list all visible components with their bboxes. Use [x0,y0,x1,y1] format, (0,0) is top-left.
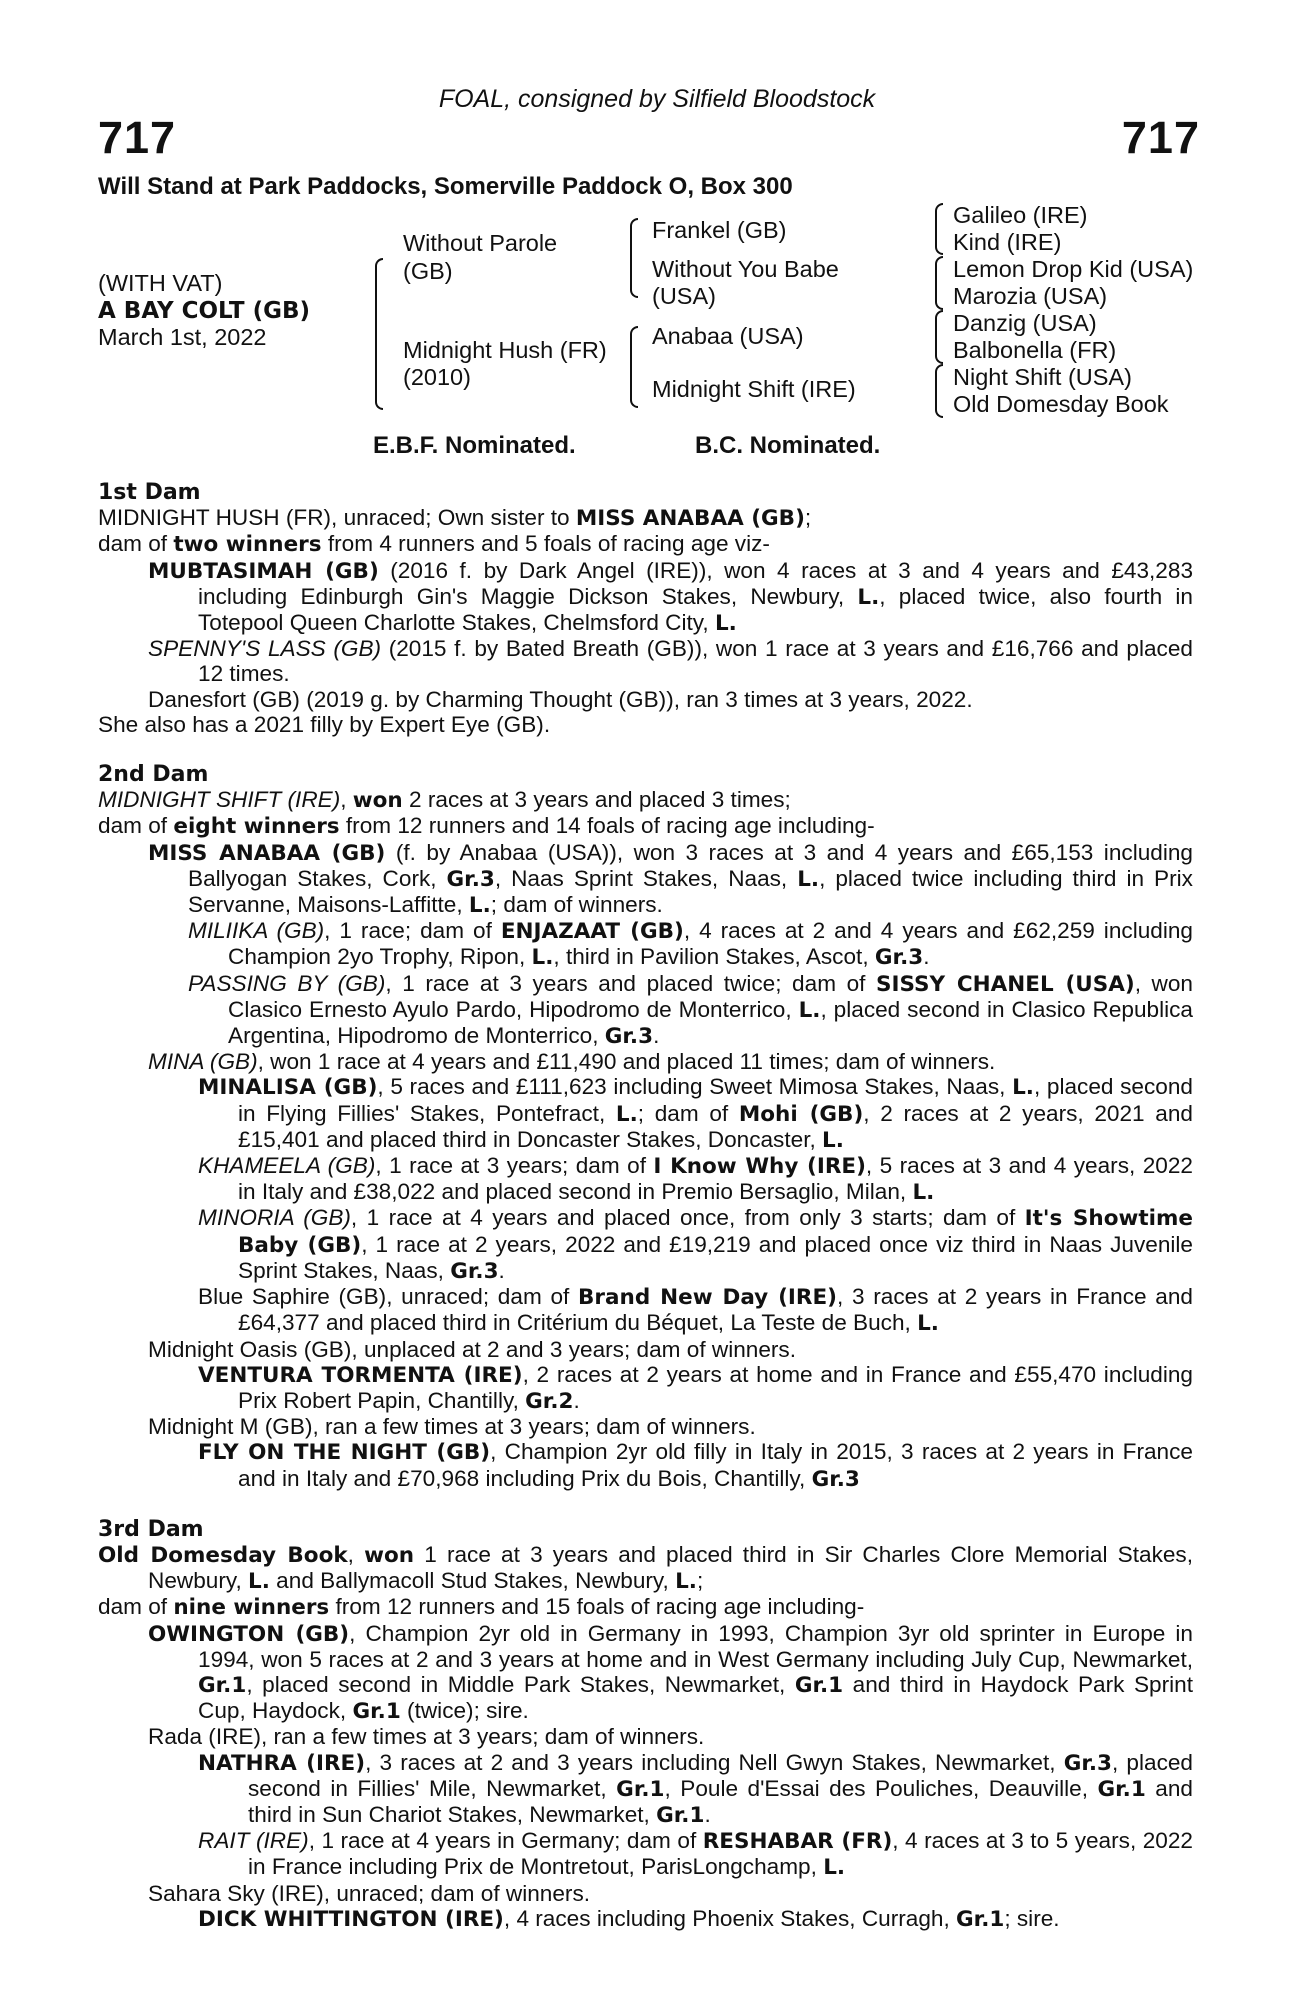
sire-sire: Frankel (GB) [652,217,787,243]
pedigree-brace-2b [630,326,638,408]
foaling-date: March 1st, 2022 [98,324,267,350]
first-dam-produce-summary: dam of two winners from 4 runners and 5 foals of racing age viz- [98,531,770,558]
produce-ventura-tormenta: VENTURA TORMENTA (IRE), 2 races at 2 years at home and in France and £55,470 including Prix Robert Papin, Chantilly, Gr.2. [198,1361,1193,1414]
second-dam-heading: 2nd Dam [98,762,209,788]
ggs-8: Old Domesday Book [953,391,1169,417]
ggs-3: Lemon Drop Kid (USA) [953,256,1194,282]
produce-sahara-sky: Sahara Sky (IRE), unraced; dam of winners. [148,1880,591,1906]
dam-sire: Anabaa (USA) [652,323,804,349]
produce-nathra: NATHRA (IRE), 3 races at 2 and 3 years including Nell Gwyn Stakes, Newmarket, Gr.3, placed second in Fillies' Mile, Newmarket, Gr.1, Poule d'Essai des Pouliches, Deauville, Gr.1 and third in Sun Chariot Stakes, Newmarket, Gr.1. [198,1749,1193,1828]
second-dam-line: MIDNIGHT SHIFT (IRE), won 2 races at 3 years and placed 3 times; [98,787,791,814]
ggs-6: Balbonella (FR) [953,337,1117,363]
produce-midnight-oasis: Midnight Oasis (GB), unplaced at 2 and 3 years; dam of winners. [148,1336,797,1362]
sire-country: (GB) [403,258,453,284]
produce-owington: OWINGTON (GB), Champion 2yr old in Germany in 1993, Champion 3yr old sprinter in Europe in 1994, won 5 races at 2 and 3 years at home and in West Germany including July Cup, Newmarket, Gr.1, placed second in Middle Park Stakes, Newmarket, Gr.1 and third in Haydock Park Sprint Cup, Haydock, Gr.1 (twice); sire. [148,1620,1194,1725]
produce-rait: RAIT (IRE), 1 race at 4 years in Germany; dam of RESHABAR (FR), 4 races at 3 to 5 years, 2022 in France including Prix de Montretout, ParisLongchamp, L. [198,1828,1193,1881]
dam-dam: Midnight Shift (IRE) [652,376,856,402]
sire-dam-country: (USA) [652,283,716,309]
produce-mina: MINA (GB), won 1 race at 4 years and £11,490 and placed 11 times; dam of winners. [148,1049,996,1075]
ggs-5: Danzig (USA) [953,310,1097,336]
produce-spennys-lass: SPENNY'S LASS (GB) (2015 f. by Bated Breath (GB)), won 1 race at 3 years and £16,766 and placed 12 times. [148,636,1193,687]
first-dam-line: MIDNIGHT HUSH (FR), unraced; Own sister to MISS ANABAA (GB); [98,505,812,532]
pedigree-brace-3a [935,203,943,255]
third-dam-produce-summary: dam of nine winners from 12 runners and 15 foals of racing age including- [98,1594,865,1621]
produce-danesfort: Danesfort (GB) (2019 g. by Charming Thought (GB)), ran 3 times at 3 years, 2022. [148,686,973,712]
produce-passing-by: PASSING BY (GB), 1 race at 3 years and placed twice; dam of SISSY CHANEL (USA), won Clasico Ernesto Ayulo Pardo, Hipodromo de Monterrico, L., placed second in Clasico Republica Argentina, Hipodromo de Monterrico, Gr.3. [188,970,1193,1050]
lot-number-left: 717 [98,112,177,163]
catalogue-text [98,480,1193,1932]
ggs-4: Marozia (USA) [953,283,1108,309]
produce-mubtasimah: MUBTASIMAH (GB) (2016 f. by Dark Angel (IRE)), won 4 races at 3 and 4 years and £43,283 including Edinburgh Gin's Maggie Dickson Stakes, Newbury, L., placed twice, also fourth in Totepool Queen Charlotte Stakes, Chelmsford City, L. [148,557,1194,637]
consignment-line: FOAL, consigned by Silfield Bloodstock [438,85,876,113]
pedigree-brace-1 [375,258,383,410]
bc-nominated: B.C. Nominated. [695,432,881,459]
dam-year: (2010) [403,364,471,390]
pedigree-brace-3b [935,256,943,310]
pedigree-brace-3d [935,364,943,418]
produce-dick-whittington: DICK WHITTINGTON (IRE), 4 races including Phoenix Stakes, Curragh, Gr.1; sire. [198,1905,1060,1932]
ggs-1: Galileo (IRE) [953,202,1088,228]
produce-fly-on-the-night: FLY ON THE NIGHT (GB), Champion 2yr old filly in Italy in 2015, 3 races at 2 years in France and in Italy and £70,968 including Prix du Bois, Chantilly, Gr.3 [198,1439,1193,1492]
produce-2021-filly: She also has a 2021 filly by Expert Eye (GB). [98,711,551,737]
produce-blue-saphire: Blue Saphire (GB), unraced; dam of Brand New Day (IRE), 3 races at 2 years in France and £64,377 and placed third in Critérium du Béquet, La Teste de Buch, L. [198,1284,1193,1337]
sire-name: Without Parole [403,230,558,256]
sire-dam: Without You Babe [652,256,839,282]
ebf-nominated: E.B.F. Nominated. [373,432,576,459]
vat-note: (WITH VAT) [98,270,223,296]
produce-miss-anabaa: MISS ANABAA (GB) (f. by Anabaa (USA)), won 3 races at 3 and 4 years and £65,153 including Ballyogan Stakes, Cork, Gr.3, Naas Sprint Stakes, Naas, L., placed twice including third in Prix Servanne, Maisons-Laffitte, L.; dam of winners. [148,839,1193,919]
ggs-7: Night Shift (USA) [953,364,1132,390]
lot-number-right: 717 [1121,112,1200,163]
third-dam-heading: 3rd Dam [98,1516,204,1542]
produce-rada: Rada (IRE), ran a few times at 3 years; dam of winners. [148,1724,705,1750]
produce-minoria: MINORIA (GB), 1 race at 4 years and placed once, from only 3 starts; dam of It's Showtime Baby (GB), 1 race at 2 years, 2022 and £19,219 and placed once viz third in Naas Juvenile Sprint Stakes, Naas, Gr.3. [198,1205,1193,1284]
third-dam-line: Old Domesday Book, won 1 race at 3 years and placed third in Sir Charles Clore Memorial Stakes, Newbury, L. and Ballymacoll Stud Stakes, Newbury, L.; [98,1541,1194,1595]
pedigree-brace-3c [935,310,943,364]
produce-midnight-m: Midnight M (GB), ran a few times at 3 years; dam of winners. [148,1414,756,1440]
first-dam-heading: 1st Dam [98,480,201,505]
produce-minalisa: MINALISA (GB), 5 races and £111,623 including Sweet Mimosa Stakes, Naas, L., placed second in Flying Fillies' Stakes, Pontefract, L.; dam of Mohi (GB), 2 races at 2 years, 2021 and £15,401 and placed third in Doncaster Stakes, Doncaster, L. [198,1074,1193,1153]
second-dam-produce-summary: dam of eight winners from 12 runners and 14 foals of racing age including- [98,813,875,840]
dam-name: Midnight Hush (FR) [403,337,607,363]
ggs-2: Kind (IRE) [953,229,1062,255]
pedigree-brace-2a [630,218,638,298]
produce-miliika: MILIIKA (GB), 1 race; dam of ENJAZAAT (GB), 4 races at 2 and 4 years and £62,259 including Champion 2yo Trophy, Ripon, L., third in Pavilion Stakes, Ascot, Gr.3. [188,918,1193,971]
stand-location: Will Stand at Park Paddocks, Somerville Paddock O, Box 300 [98,173,793,200]
lot-horse-name: A BAY COLT (GB) [98,298,311,324]
produce-khameela: KHAMEELA (GB), 1 race at 3 years; dam of I Know Why (IRE), 5 races at 3 and 4 years, 2022 in Italy and £38,022 and placed second in Premio Bersaglio, Milan, L. [198,1153,1193,1206]
